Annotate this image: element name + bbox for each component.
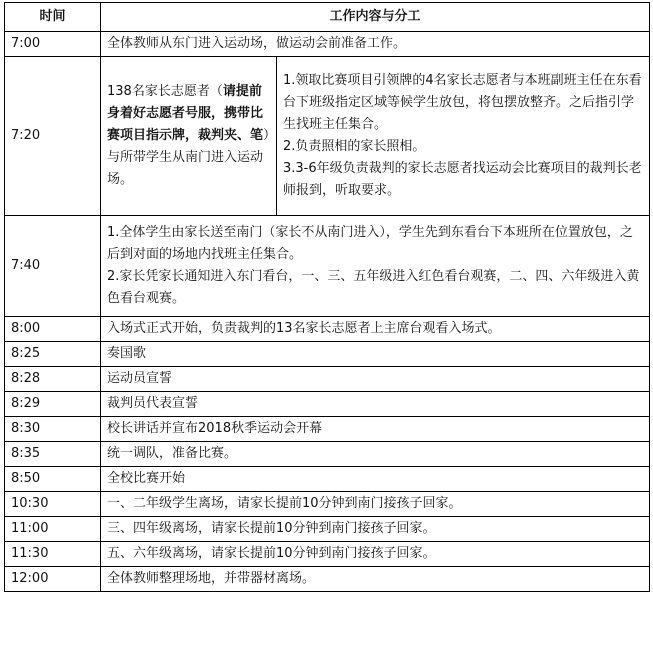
table-row <box>5 542 650 567</box>
table-row <box>5 442 650 467</box>
table-row <box>5 567 650 592</box>
content-cell: 运动员宣誓 <box>101 367 650 392</box>
time-cell: 8:25 <box>5 342 101 367</box>
volunteer-entry-pre: 138名家长志愿者（ <box>107 84 223 99</box>
table-row <box>5 417 650 442</box>
content-cell: 校长讲话并宣布2018秋季运动会开幕 <box>101 417 650 442</box>
time-cell: 11:00 <box>5 517 101 542</box>
volunteer-entry-bold: 请提前身着好志愿者号服，携带比赛项目指示牌，裁判夹、笔 <box>107 84 264 143</box>
time-cell: 12:00 <box>5 567 101 592</box>
schedule-table <box>4 2 650 592</box>
task-item: 2.负责照相的家长照相。 <box>283 139 426 154</box>
content-cell: 奏国歌 <box>101 342 650 367</box>
table-row <box>5 317 650 342</box>
table-row <box>5 32 650 57</box>
content-cell: 裁判员代表宣誓 <box>101 392 650 417</box>
table-row <box>5 216 650 317</box>
time-cell: 7:40 <box>5 216 101 317</box>
content-cell: 全体教师整理场地，并带器材离场。 <box>101 567 650 592</box>
time-cell: 8:28 <box>5 367 101 392</box>
task-item: 3.3-6年级负责裁判的家长志愿者找运动会比赛项目的裁判长老师报到，听取要求。 <box>283 161 642 198</box>
table-row <box>5 57 650 216</box>
time-cell: 8:30 <box>5 417 101 442</box>
content-cell: 统一调队，准备比赛。 <box>101 442 650 467</box>
time-cell: 7:00 <box>5 32 101 57</box>
time-cell: 10:30 <box>5 492 101 517</box>
content-cell <box>101 216 650 317</box>
time-cell: 11:30 <box>5 542 101 567</box>
time-cell: 8:35 <box>5 442 101 467</box>
content-cell: 五、六年级离场，请家长提前10分钟到南门接孩子回家。 <box>101 542 650 567</box>
task-item: 1.全体学生由家长送至南门（家长不从南门进入），学生先到东看台下本班所在位置放包，之后到对面的场地内找班主任集合。 <box>107 225 633 262</box>
task-item: 2.家长凭家长通知进入东门看台，一、三、五年级进入红色看台观赛，二、四、六年级进入黄色看台观赛。 <box>107 269 640 306</box>
task-item: 1.领取比赛项目引领牌的4名家长志愿者与本班副班主任在东看台下班级指定区域等候学生放包，将包摆放整齐。之后指引学生找班主任集合。 <box>283 73 642 132</box>
table-row <box>5 492 650 517</box>
content-cell: 入场式正式开始，负责裁判的13名家长志愿者上主席台观看入场式。 <box>101 317 650 342</box>
table-row <box>5 342 650 367</box>
content-cell: 三、四年级离场，请家长提前10分钟到南门接孩子回家。 <box>101 517 650 542</box>
content-cell: 全校比赛开始 <box>101 467 650 492</box>
content-cell: 一、二年级学生离场，请家长提前10分钟到南门接孩子回家。 <box>101 492 650 517</box>
time-cell: 8:00 <box>5 317 101 342</box>
table-row <box>5 517 650 542</box>
table-row <box>5 467 650 492</box>
time-cell: 8:29 <box>5 392 101 417</box>
table-header-row <box>5 3 650 32</box>
table-row <box>5 367 650 392</box>
header-content: 工作内容与分工 <box>101 3 650 32</box>
volunteer-entry-cell <box>101 57 277 216</box>
header-time: 时间 <box>5 3 101 32</box>
table-row <box>5 392 650 417</box>
time-cell: 8:50 <box>5 467 101 492</box>
time-cell: 7:20 <box>5 57 101 216</box>
volunteer-tasks-cell <box>277 57 650 216</box>
volunteer-entry-post: ）与所带学生从南门进入运动场。 <box>107 128 270 187</box>
content-cell: 全体教师从东门进入运动场，做运动会前准备工作。 <box>101 32 650 57</box>
